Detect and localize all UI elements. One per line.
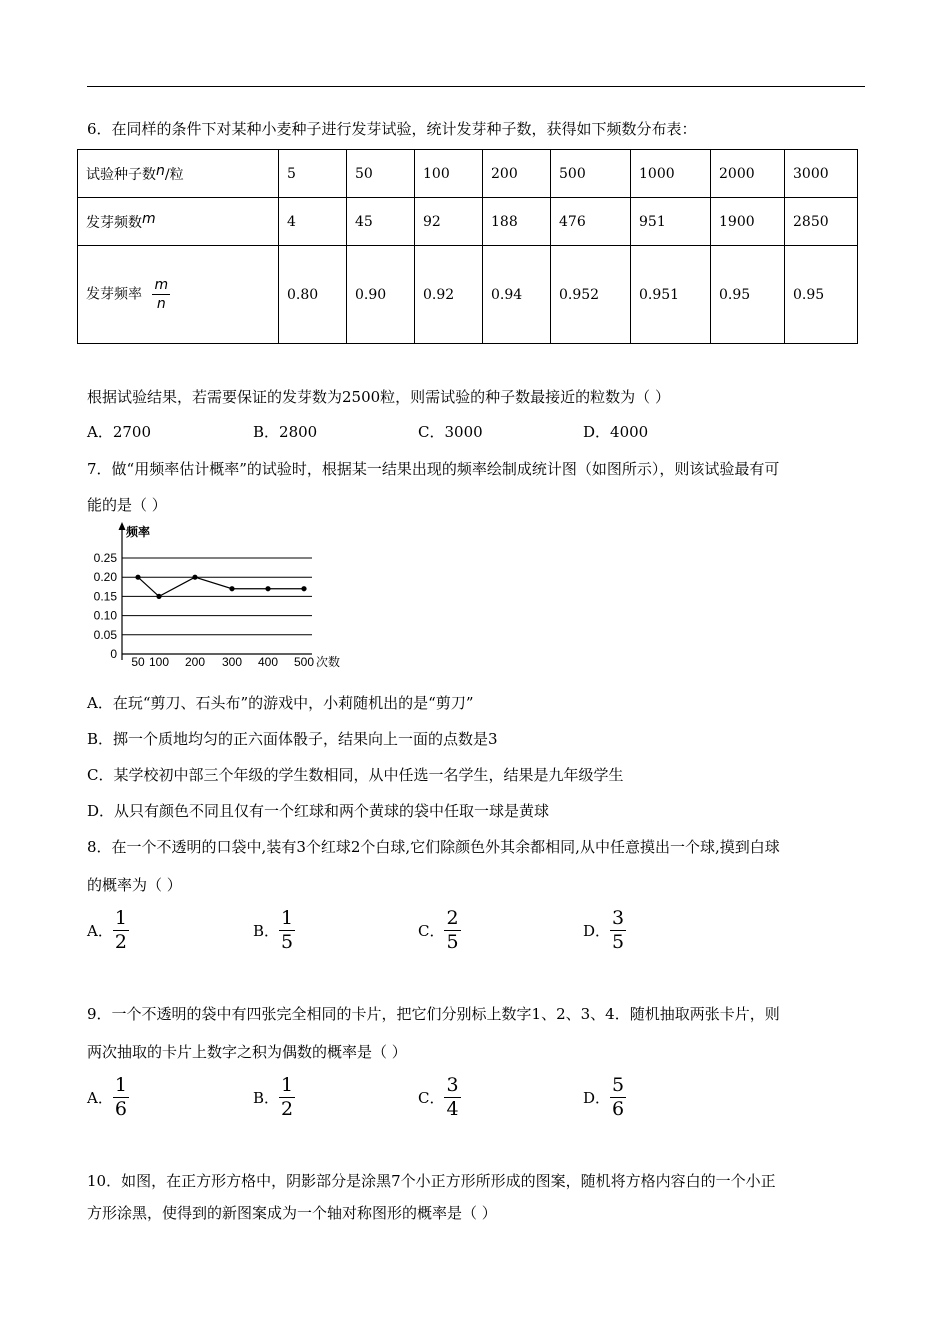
table-cell: 1900 xyxy=(711,198,785,246)
table-cell: 0.952 xyxy=(551,246,631,344)
x-axis-label: 次数 xyxy=(316,655,341,669)
x-tick-label: 50 xyxy=(131,655,145,669)
q10-line1: 10．如图，在正方形方格中，阴影部分是涂黑7个小正方形所形成的图案，随机将方格内容白的一个小正 xyxy=(87,1172,776,1190)
q9-line1: 9．一个不透明的袋中有四张完全相同的卡片，把它们分别标上数字1、2、3、4．随机抽取两张卡片，则 xyxy=(87,1005,780,1023)
series-points xyxy=(135,575,306,599)
row-label-seeds: 试验种子数n/粒 xyxy=(78,150,279,198)
y-tick-labels xyxy=(94,551,118,661)
row-label-rate: 发芽频率 $\frac{m}{n}$ xyxy=(78,246,279,344)
row-label-germinated: 发芽频数m xyxy=(78,198,279,246)
q9-option-d: D． $\frac{5}{6}$ xyxy=(583,1073,625,1120)
table-cell: 1000 xyxy=(631,150,711,198)
q7-line2: 能的是（ ） xyxy=(87,496,167,514)
table-cell: 2000 xyxy=(711,150,785,198)
q6-question: 根据试验结果，若需要保证的发芽数为2500粒，则需试验的种子数最接近的粒数为（ ） xyxy=(87,388,670,406)
q9-option-b: B． $\frac{1}{2}$ xyxy=(253,1073,294,1120)
table-cell: 951 xyxy=(631,198,711,246)
y-tick-label: 0 xyxy=(110,647,117,661)
q7-option-a: A．在玩“剪刀、石头布”的游戏中，小莉随机出的是“剪刀” xyxy=(87,694,474,712)
y-tick-label: 0.25 xyxy=(93,551,117,565)
q9-option-a: A． $\frac{1}{6}$ xyxy=(87,1073,127,1120)
q8-option-a: A． $\frac{1}{2}$ xyxy=(87,906,127,953)
frequency-chart xyxy=(86,520,356,672)
q7-option-d: D．从只有颜色不同且仅有一个红球和两个黄球的袋中任取一球是黄球 xyxy=(87,802,550,820)
q6-option-a: A．2700 xyxy=(87,423,152,441)
option-fraction: $\frac{1}{6}$ xyxy=(114,1073,127,1120)
data-point xyxy=(192,575,197,580)
q9-option-c: C． $\frac{3}{4}$ xyxy=(418,1073,459,1120)
q8-options xyxy=(87,905,787,955)
table-cell: 476 xyxy=(551,198,631,246)
table-cell: 100 xyxy=(415,150,483,198)
table-cell: 0.80 xyxy=(279,246,347,344)
x-tick-label: 300 xyxy=(221,655,243,669)
data-point xyxy=(229,586,234,591)
x-tick-label: 100 xyxy=(148,655,170,669)
x-tick-labels xyxy=(131,655,314,669)
table-cell: 0.95 xyxy=(711,246,785,344)
x-tick-label: 500 xyxy=(293,655,315,669)
table-cell: 2850 xyxy=(785,198,858,246)
data-point xyxy=(301,586,306,591)
table-cell: 0.90 xyxy=(347,246,415,344)
y-tick-label: 0.10 xyxy=(93,608,117,623)
q6-intro: 6．在同样的条件下对某种小麦种子进行发芽试验，统计发芽种子数，获得如下频数分布表： xyxy=(87,120,697,138)
series-line xyxy=(138,577,304,596)
table-cell: 188 xyxy=(483,198,551,246)
q8-option-d: D． $\frac{3}{5}$ xyxy=(583,906,625,953)
q7-option-c: C．某学校初中部三个年级的学生数相同，从中任选一名学生，结果是九年级学生 xyxy=(87,766,624,784)
table-cell: 3000 xyxy=(785,150,858,198)
q6-option-b: B．2800 xyxy=(253,423,318,441)
option-fraction: $\frac{2}{5}$ xyxy=(446,906,459,953)
y-tick-label: 0.15 xyxy=(93,589,117,604)
table-cell: 4 xyxy=(279,198,347,246)
option-fraction: $\frac{1}{2}$ xyxy=(281,1073,294,1120)
table-cell: 50 xyxy=(347,150,415,198)
table-cell: 0.92 xyxy=(415,246,483,344)
y-tick-label: 0.20 xyxy=(93,570,117,585)
option-fraction: $\frac{5}{6}$ xyxy=(612,1073,625,1120)
option-fraction: $\frac{3}{4}$ xyxy=(446,1073,459,1120)
y-tick-label: 0.05 xyxy=(93,627,117,642)
rate-fraction: $\frac{m}{n}$ xyxy=(154,277,169,312)
table-cell: 92 xyxy=(415,198,483,246)
q8-option-c: C． $\frac{2}{5}$ xyxy=(418,906,459,953)
data-point xyxy=(135,575,140,580)
table-row xyxy=(78,246,858,344)
data-point xyxy=(156,594,161,599)
table-row xyxy=(78,198,858,246)
q8-line2: 的概率为（ ） xyxy=(87,876,182,894)
option-fraction: $\frac{1}{5}$ xyxy=(281,906,294,953)
q7-option-b: B．掷一个质地均匀的正六面体骰子，结果向上一面的点数是3 xyxy=(87,730,498,748)
table-cell: 0.94 xyxy=(483,246,551,344)
table-cell: 0.951 xyxy=(631,246,711,344)
table-cell: 5 xyxy=(279,150,347,198)
y-axis-arrow xyxy=(119,522,126,530)
chart-grid xyxy=(122,558,312,635)
table-cell: 45 xyxy=(347,198,415,246)
q8-option-b: B． $\frac{1}{5}$ xyxy=(253,906,294,953)
table-row xyxy=(78,150,858,198)
y-axis-label: 频率 xyxy=(126,525,151,539)
q6-frequency-table xyxy=(77,149,858,344)
q9-line2: 两次抽取的卡片上数字之积为偶数的概率是（ ） xyxy=(87,1043,407,1061)
option-fraction: $\frac{3}{5}$ xyxy=(612,906,625,953)
q10-line2: 方形涂黑，使得到的新图案成为一个轴对称图形的概率是（ ） xyxy=(87,1204,497,1222)
q9-options xyxy=(87,1072,787,1122)
q8-line1: 8．在一个不透明的口袋中,装有3个红球2个白球,它们除颜色外其余都相同,从中任意摸出一个球,摸到白球 xyxy=(87,838,780,856)
x-tick-label: 400 xyxy=(257,655,279,669)
table-cell: 200 xyxy=(483,150,551,198)
table-cell: 500 xyxy=(551,150,631,198)
q7-line1: 7．做“用频率估计概率”的试验时，根据某一结果出现的频率绘制成统计图（如图所示），则该试验最有可 xyxy=(87,460,780,478)
option-fraction: $\frac{1}{2}$ xyxy=(114,906,127,953)
q6-option-c: C．3000 xyxy=(418,423,483,441)
q6-option-d: D．4000 xyxy=(583,423,649,441)
data-point xyxy=(265,586,270,591)
header-rule xyxy=(87,86,865,87)
x-tick-label: 200 xyxy=(184,655,206,669)
table-cell: 0.95 xyxy=(785,246,858,344)
